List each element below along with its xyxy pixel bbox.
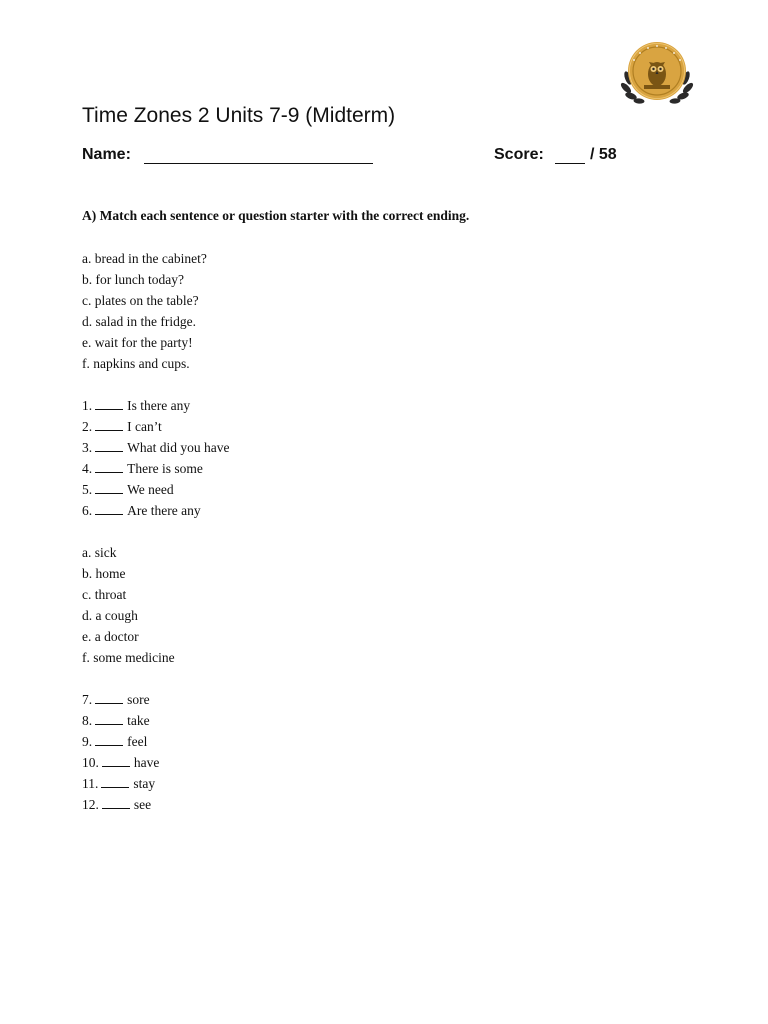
starter-text: have [133,755,160,770]
ending-item: d. salad in the fridge. [82,314,196,329]
answer-blank[interactable] [95,712,123,725]
starter-item [82,794,159,815]
answer-blank[interactable] [102,796,130,809]
starter-item [82,479,229,500]
starter-item [82,731,159,752]
answer-blank[interactable] [102,754,130,767]
score-label: Score: [494,146,544,163]
owl-seal-icon [618,40,696,106]
item-number: 11. [82,776,99,791]
answer-blank[interactable] [95,397,123,410]
starters-list-2 [82,689,159,815]
ending-item: b. for lunch today? [82,272,184,287]
starters-list-1 [82,395,229,521]
page-title: Time Zones 2 Units 7-9 (Midterm) [82,104,396,127]
name-score-row [82,144,642,168]
ending-item: a. sick [82,545,117,560]
starter-text: Are there any [127,503,201,518]
starter-item [82,458,229,479]
answer-blank[interactable] [95,460,123,473]
item-number: 2. [82,419,93,434]
answer-blank[interactable] [95,439,123,452]
starter-text: We need [127,482,174,497]
answer-blank[interactable] [95,481,123,494]
item-number: 4. [82,461,93,476]
answer-blank[interactable] [95,418,123,431]
ending-item: f. some medicine [82,650,175,665]
endings-list-1 [82,248,207,374]
starter-item [82,416,229,437]
item-number: 10. [82,755,99,770]
endings-list-2 [82,542,175,668]
starter-text: I can’t [127,419,162,434]
ending-item: d. a cough [82,608,138,623]
ending-item: b. home [82,566,126,581]
starter-item [82,395,229,416]
item-number: 7. [82,692,93,707]
starter-text: What did you have [127,440,230,455]
ending-item: c. throat [82,587,127,602]
name-label: Name: [82,146,131,163]
item-number: 8. [82,713,93,728]
ending-item: f. napkins and cups. [82,356,190,371]
starter-item [82,752,159,773]
answer-blank[interactable] [95,733,123,746]
score-blank-line[interactable] [555,144,585,164]
starter-text: sore [127,692,150,707]
item-number: 6. [82,503,93,518]
starter-text: take [127,713,150,728]
score-total: / 58 [590,146,617,163]
name-blank-line[interactable] [144,144,373,164]
starter-item [82,500,229,521]
ending-item: e. wait for the party! [82,335,193,350]
starter-text: see [133,797,152,812]
ending-item: e. a doctor [82,629,139,644]
starter-item [82,689,159,710]
item-number: 3. [82,440,93,455]
ending-item: c. plates on the table? [82,293,199,308]
item-number: 12. [82,797,99,812]
answer-blank[interactable] [101,775,129,788]
starter-text: There is some [127,461,203,476]
item-number: 9. [82,734,93,749]
section-a-instruction: A) Match each sentence or question starter with the correct ending. [82,208,470,223]
item-number: 1. [82,398,93,413]
starter-item [82,437,229,458]
answer-blank[interactable] [95,502,123,515]
ending-item: a. bread in the cabinet? [82,251,207,266]
starter-text: Is there any [127,398,191,413]
starter-text: stay [133,776,156,791]
starter-item [82,773,159,794]
answer-blank[interactable] [95,691,123,704]
item-number: 5. [82,482,93,497]
starter-text: feel [127,734,148,749]
starter-item [82,710,159,731]
